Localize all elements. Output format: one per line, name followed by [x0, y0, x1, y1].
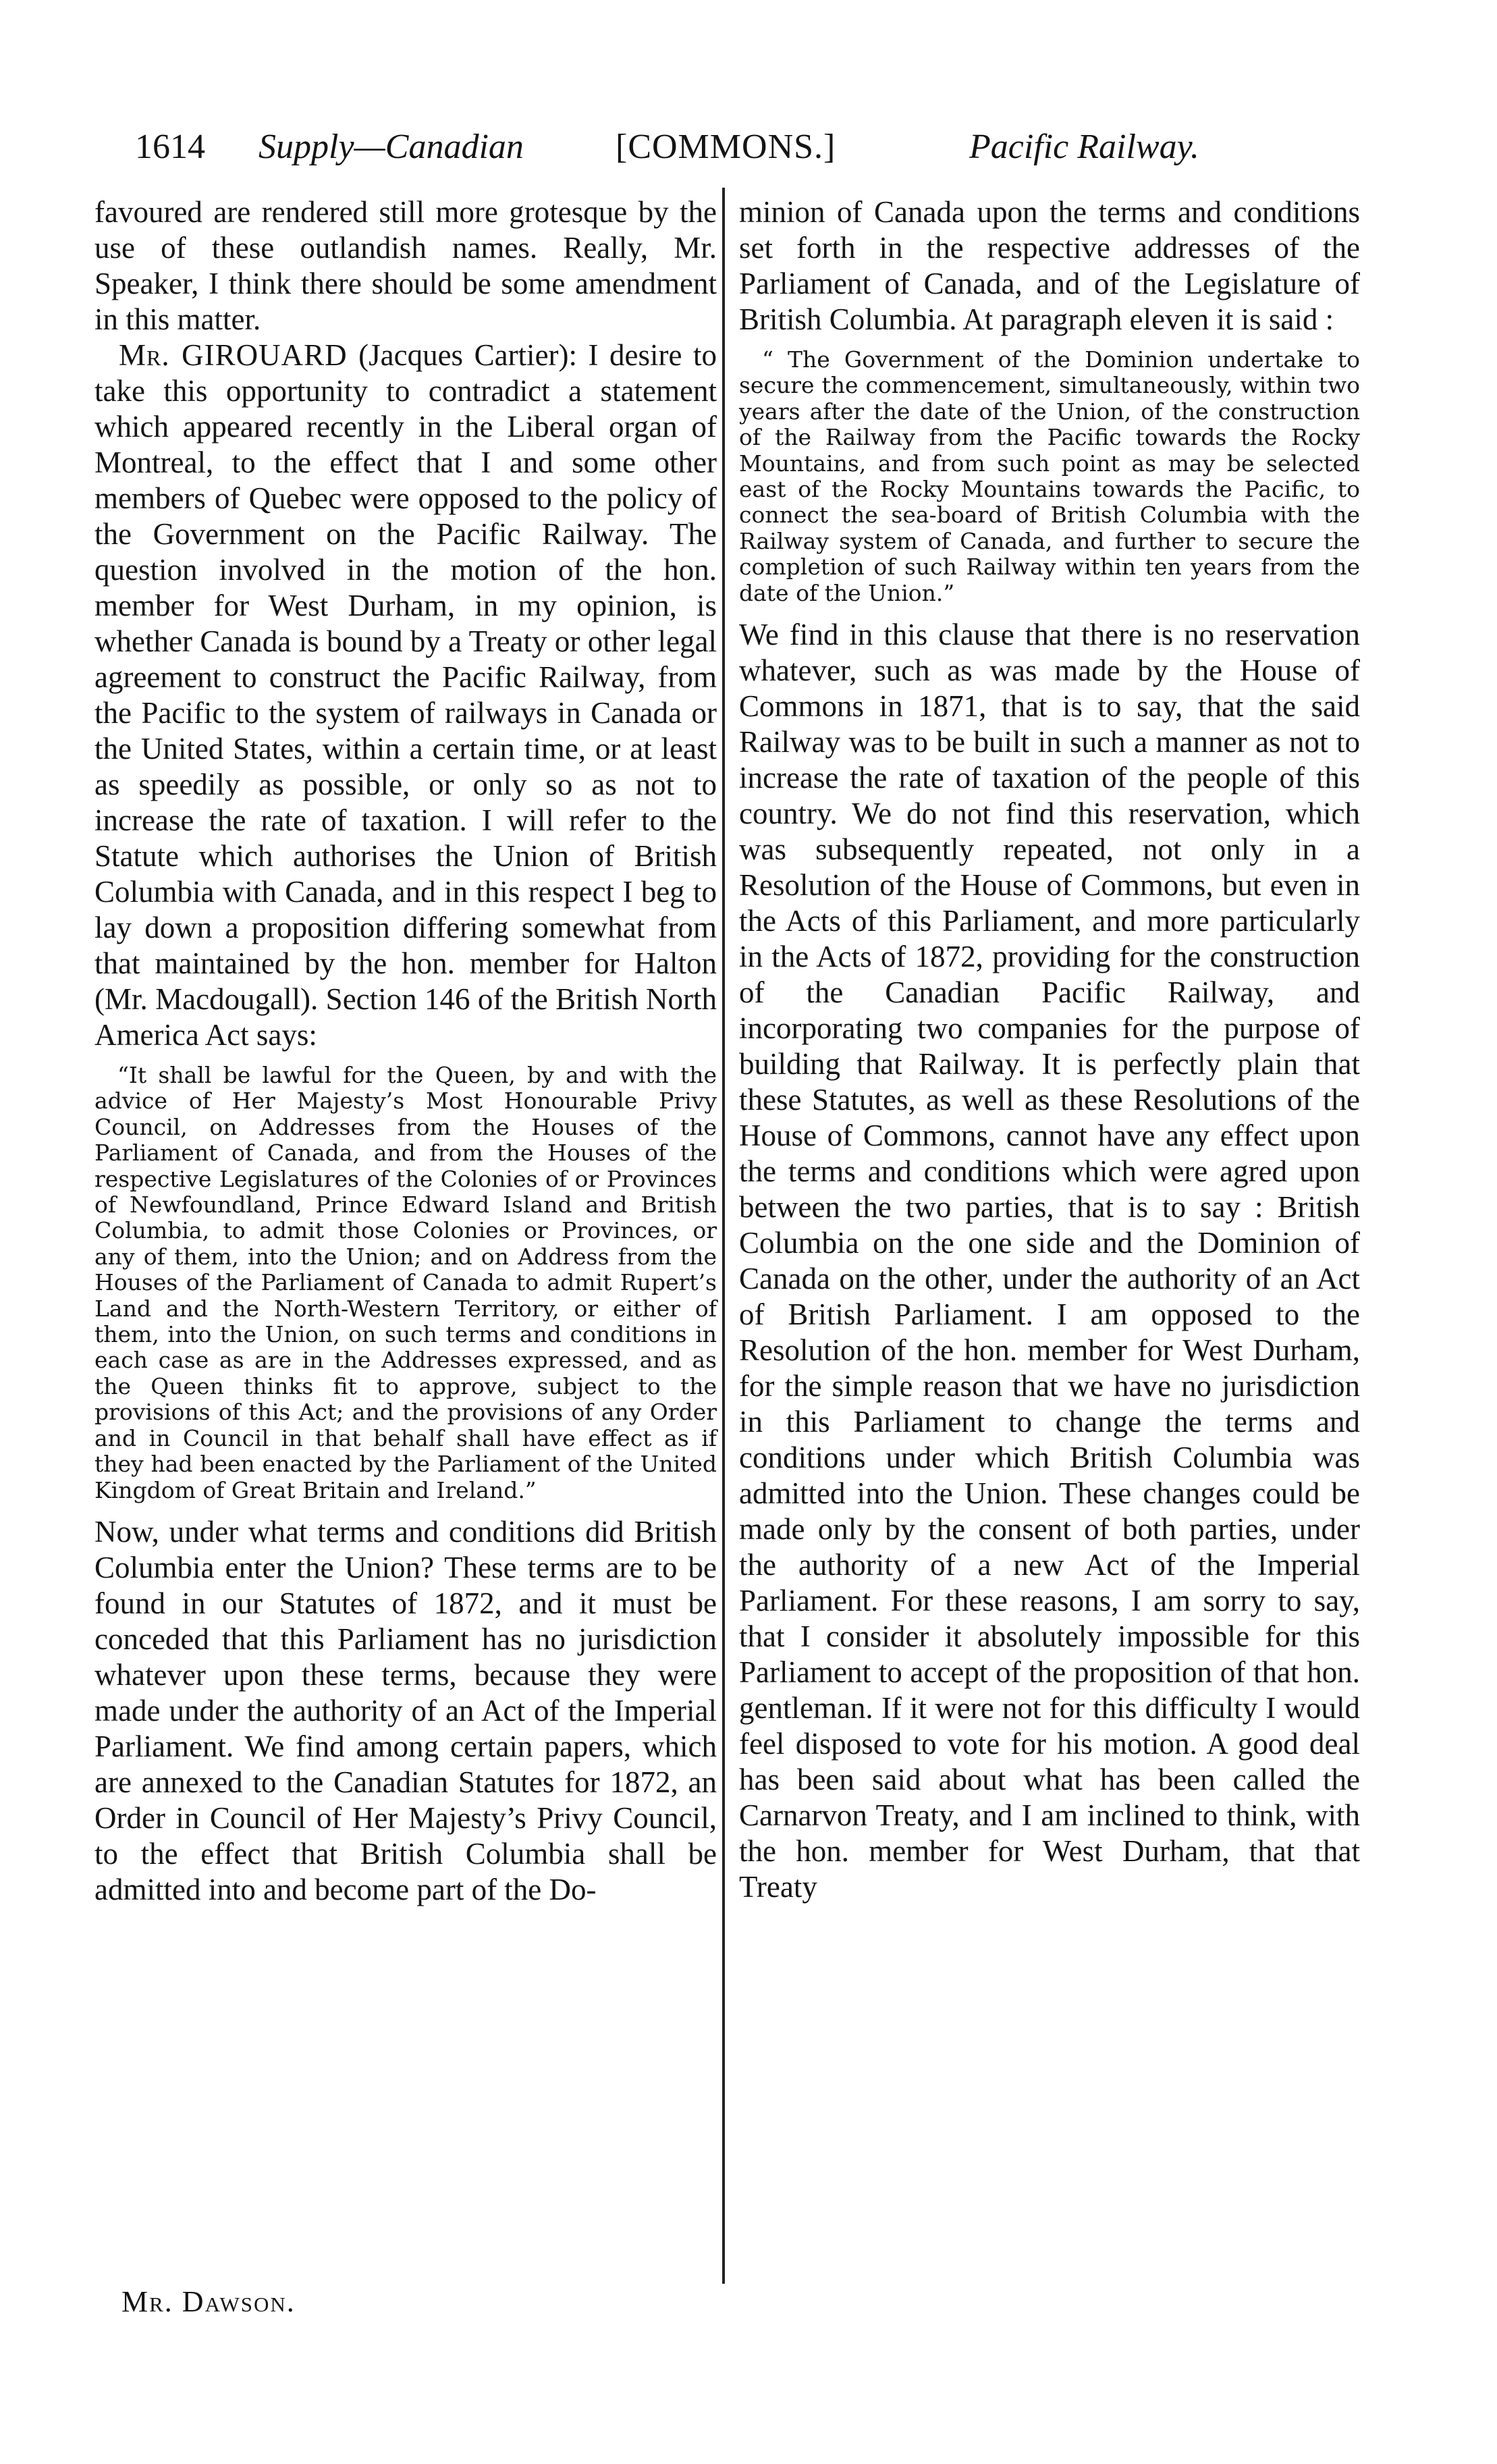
block-quote-statute: [94, 1063, 717, 1503]
paragraph-argument: We find in this clause that there is no reservation whatever, such as was made by the House of Commons in 1871, that is to say, that the said Railway was to be built in such a manner as not to increase the rate of taxation of the people of this country. We do not find this reservation, which was subsequently repeated, not only in a Resolution of the House of Commons, but even in the Acts of this Parliament, and more particularly in the Acts of 1872, providing for the construction of the Canadian Pacific Railway, and incorporating two companies for the purpose of building that Railway. It is perfectly plain that these Statutes, as well as these Resolutions of the House of Commons, cannot have any effect upon the terms and conditions which were agred upon between the two parties, that is to say : British Columbia on the one side and the Dominion of Canada on the other, under the authority of an Act of British Parliament. I am opposed to the Resolution of the hon. member for West Durham, for the simple reason that we have no jurisdiction in this Parliament to change the terms and conditions under which British Columbia was admitted into the Union. These changes could be made only by the consent of both parties, under the authority of a new Act of the Imperial Parliament. For these reasons, I am sorry to say, that I consider it absolutely impossible for this Parliament to accept of the proposition of that hon. gentleman. If it were not for this difficulty I would feel disposed to vote for his motion. A good deal has been said about what has been called the Carnarvon Treaty, and I am inclined to think, with the hon. member for West Durham, that that Treaty: [739, 618, 1360, 1904]
paragraph-continued-right: minion of Canada upon the terms and conditions set forth in the respective addresses of the Parliament of Canada, and of the Legislature of British Columbia. At paragraph eleven it is said :: [739, 195, 1360, 336]
speech-text: (Jacques Cartier): I desire to take this opportunity to contradict a statement which appeared recently in the Liberal organ of Montreal, to the effect that I and some other members of Quebec were opposed to the policy of the Government on the Pacific Railway. The question involved in the motion of the hon. member for West Durham, in my opinion, is whether Canada is bound by a Treaty or other legal agreement to construct the Pacific Railway, from the Pacific to the system of railways in Canada or the United States, within a certain time, or at least as speedily as possible, or only so as not to increase the rate of taxation. I will refer to the Statute which authorises the Union of British Columbia with Canada, and in this respect I beg to lay down a proposition differing somewhat from that maintained by the hon. member for Halton (Mr. Macdougall). Section 146 of the British North America Act says:: [94, 338, 717, 1052]
quote-text-right: “ The Government of the Dominion undertake to secure the commencement, simultaneously, within two years after the date of the Union, of the construction of the Railway from the Pacific towards the Rocky Mountains, and from such point as may be selected east of the Rocky Mountains towards the Pacific, to connect the sea-board of British Columbia with the Railway system of Canada, and further to secure the completion of such Railway within ten years from the date of the Union.”: [739, 346, 1360, 606]
paragraph-continued: favoured are rendered still more grotesque by the use of these outlandish names. Really, Mr. Speaker, I think there should be some amendment in this matter.: [94, 195, 717, 336]
quote-text: “It shall be lawful for the Queen, by and with the advice of Her Majesty’s Most Honourable Privy Council, on Addresses from the Houses of the Parliament of Canada, and from the Houses of the respective Legislatures of the Colonies of or Provinces of Newfoundland, Prince Edward Island and British Columbia, to admit those Colonies or Provinces, or any of them, into the Union; and on Address from the Houses of the Parliament of Canada to admit Rupert’s Land and the North-Western Territory, or either of them, into the Union, on such terms and conditions in each case as are in the Addresses expressed, and as the Queen thinks fit to approve, subject to the provisions of this Act; and the provisions of any Order and in Council in that behalf shall have effect as if they had been enacted by the Parliament of the United Kingdom of Great Britain and Ireland.”: [94, 1062, 717, 1503]
paragraph-speech: [94, 338, 717, 1053]
right-column: [739, 194, 1360, 2260]
page-number: 1614: [135, 128, 205, 166]
running-head-right: Pacific Railway.: [969, 128, 1199, 166]
running-head-center: [COMMONS.]: [616, 128, 836, 166]
block-quote-terms: [739, 347, 1360, 606]
paragraph-after-quote: Now, under what terms and conditions did British Columbia enter the Union? These terms are to be found in our Statutes of 1872, and it must be conceded that this Parliament has no jurisdiction whatever upon these terms, because they were made under the authority of an Act of the Imperial Parliament. We find among certain papers, which are annexed to the Canadian Statutes for 1872, an Order in Council of Her Majesty’s Privy Council, to the effect that British Columbia shall be admitted into and become part of the Do-: [94, 1514, 717, 1906]
speaker-name: Mr. GIROUARD: [119, 338, 348, 372]
footer-speaker: Mr. Dawson.: [121, 2285, 296, 2318]
left-column: [94, 194, 717, 2260]
running-head-left: Supply—Canadian: [258, 128, 524, 166]
running-header: [135, 127, 1363, 177]
column-rule: [722, 188, 725, 2284]
